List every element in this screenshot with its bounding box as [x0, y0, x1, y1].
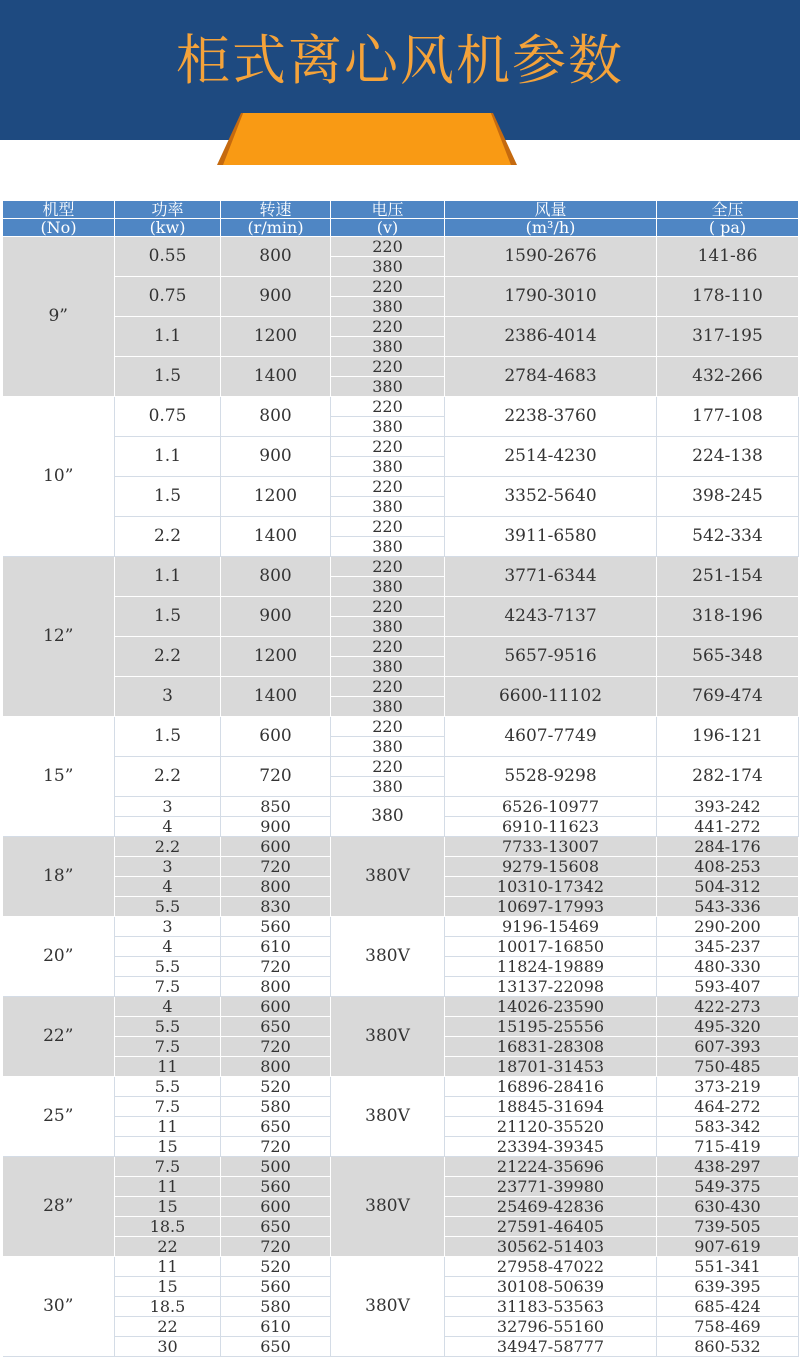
pressure-cell: 317-195: [657, 317, 799, 357]
pressure-cell: 739-505: [657, 1217, 799, 1237]
power-cell: 1.1: [115, 557, 221, 597]
speed-cell: 900: [221, 597, 331, 637]
speed-cell: 1200: [221, 317, 331, 357]
power-cell: 0.75: [115, 277, 221, 317]
header-model: 机型: [3, 201, 115, 219]
speed-cell: 600: [221, 717, 331, 757]
pressure-cell: 593-407: [657, 977, 799, 997]
header-pressure: 全压: [657, 201, 799, 219]
pressure-cell: 715-419: [657, 1137, 799, 1157]
power-cell: 0.75: [115, 397, 221, 437]
airflow-cell: 7733-13007: [445, 837, 657, 857]
voltage-cell: 220: [331, 637, 445, 657]
model-cell: 20”: [3, 917, 115, 997]
airflow-cell: 18701-31453: [445, 1057, 657, 1077]
table-row: [3, 677, 799, 697]
airflow-cell: 21224-35696: [445, 1157, 657, 1177]
speed-cell: 1400: [221, 357, 331, 397]
pressure-cell: 685-424: [657, 1297, 799, 1317]
airflow-cell: 27591-46405: [445, 1217, 657, 1237]
pressure-cell: 504-312: [657, 877, 799, 897]
speed-cell: 560: [221, 917, 331, 937]
power-cell: 7.5: [115, 1157, 221, 1177]
pressure-cell: 551-341: [657, 1257, 799, 1277]
airflow-cell: 4243-7137: [445, 597, 657, 637]
airflow-cell: 23394-39345: [445, 1137, 657, 1157]
power-cell: 3: [115, 677, 221, 717]
table-row: [3, 517, 799, 537]
speed-cell: 600: [221, 1197, 331, 1217]
model-cell: 9”: [3, 237, 115, 397]
power-cell: 7.5: [115, 977, 221, 997]
airflow-cell: 27958-47022: [445, 1257, 657, 1277]
voltage-cell: 380: [331, 297, 445, 317]
speed-cell: 600: [221, 837, 331, 857]
voltage-cell: 380: [331, 457, 445, 477]
airflow-cell: 32796-55160: [445, 1317, 657, 1337]
voltage-cell: 380V: [331, 837, 445, 917]
pressure-cell: 290-200: [657, 917, 799, 937]
pressure-cell: 542-334: [657, 517, 799, 557]
speed-cell: 650: [221, 1117, 331, 1137]
speed-cell: 560: [221, 1277, 331, 1297]
airflow-cell: 6526-10977: [445, 797, 657, 817]
voltage-cell: 380: [331, 417, 445, 437]
speed-cell: 720: [221, 1237, 331, 1257]
power-cell: 15: [115, 1277, 221, 1297]
airflow-cell: 10697-17993: [445, 897, 657, 917]
pressure-cell: 422-273: [657, 997, 799, 1017]
model-cell: 18”: [3, 837, 115, 917]
table-row: [3, 837, 799, 857]
speed-cell: 1400: [221, 677, 331, 717]
table-row: [3, 437, 799, 457]
speed-cell: 600: [221, 997, 331, 1017]
page-title: 柜式离心风机参数: [176, 29, 624, 92]
pressure-cell: 284-176: [657, 837, 799, 857]
airflow-cell: 3352-5640: [445, 477, 657, 517]
speed-cell: 800: [221, 397, 331, 437]
airflow-cell: 3911-6580: [445, 517, 657, 557]
pressure-cell: 630-430: [657, 1197, 799, 1217]
speed-cell: 900: [221, 437, 331, 477]
airflow-cell: 30108-50639: [445, 1277, 657, 1297]
power-cell: 30: [115, 1337, 221, 1357]
banner-tab: [223, 113, 511, 165]
table-row: [3, 917, 799, 937]
model-cell: 10”: [3, 397, 115, 557]
power-cell: 15: [115, 1197, 221, 1217]
power-cell: 1.1: [115, 317, 221, 357]
pressure-cell: 408-253: [657, 857, 799, 877]
header-speed-unit: (r/min): [221, 219, 331, 237]
table-row: [3, 237, 799, 257]
airflow-cell: 5657-9516: [445, 637, 657, 677]
speed-cell: 610: [221, 937, 331, 957]
speed-cell: 1200: [221, 477, 331, 517]
voltage-cell: 220: [331, 517, 445, 537]
header-unit-row: [3, 219, 799, 237]
header-speed: 转速: [221, 201, 331, 219]
model-cell: 15”: [3, 717, 115, 837]
voltage-cell: 220: [331, 757, 445, 777]
power-cell: 5.5: [115, 1017, 221, 1037]
power-cell: 1.5: [115, 477, 221, 517]
table-row: [3, 277, 799, 297]
header-power: 功率: [115, 201, 221, 219]
speed-cell: 720: [221, 1037, 331, 1057]
table-row: [3, 1077, 799, 1097]
voltage-cell: 380: [331, 617, 445, 637]
table-body: [3, 237, 799, 1357]
voltage-cell: 380: [331, 777, 445, 797]
power-cell: 1.5: [115, 717, 221, 757]
voltage-cell: 380: [331, 737, 445, 757]
pressure-cell: 345-237: [657, 937, 799, 957]
airflow-cell: 14026-23590: [445, 997, 657, 1017]
pressure-cell: 750-485: [657, 1057, 799, 1077]
voltage-cell: 220: [331, 397, 445, 417]
table-row: [3, 757, 799, 777]
model-cell: 12”: [3, 557, 115, 717]
airflow-cell: 4607-7749: [445, 717, 657, 757]
header-voltage: 电压: [331, 201, 445, 219]
voltage-cell: 380V: [331, 1157, 445, 1257]
voltage-cell: 220: [331, 677, 445, 697]
model-cell: 25”: [3, 1077, 115, 1157]
pressure-cell: 441-272: [657, 817, 799, 837]
power-cell: 2.2: [115, 837, 221, 857]
pressure-cell: 282-174: [657, 757, 799, 797]
power-cell: 11: [115, 1057, 221, 1077]
voltage-cell: 380: [331, 337, 445, 357]
table-row: [3, 637, 799, 657]
pressure-cell: 464-272: [657, 1097, 799, 1117]
fan-parameter-table: [2, 200, 799, 1357]
speed-cell: 580: [221, 1097, 331, 1117]
airflow-cell: 11824-19889: [445, 957, 657, 977]
airflow-cell: 31183-53563: [445, 1297, 657, 1317]
airflow-cell: 10017-16850: [445, 937, 657, 957]
voltage-cell: 380: [331, 797, 445, 837]
airflow-cell: 34947-58777: [445, 1337, 657, 1357]
power-cell: 3: [115, 797, 221, 817]
airflow-cell: 3771-6344: [445, 557, 657, 597]
power-cell: 7.5: [115, 1037, 221, 1057]
pressure-cell: 318-196: [657, 597, 799, 637]
pressure-cell: 398-245: [657, 477, 799, 517]
voltage-cell: 220: [331, 477, 445, 497]
header-power-unit: (kw): [115, 219, 221, 237]
table-row: [3, 797, 799, 817]
airflow-cell: 16831-28308: [445, 1037, 657, 1057]
power-cell: 2.2: [115, 637, 221, 677]
speed-cell: 580: [221, 1297, 331, 1317]
speed-cell: 720: [221, 757, 331, 797]
power-cell: 0.55: [115, 237, 221, 277]
speed-cell: 800: [221, 557, 331, 597]
airflow-cell: 2238-3760: [445, 397, 657, 437]
pressure-cell: 543-336: [657, 897, 799, 917]
model-cell: 28”: [3, 1157, 115, 1257]
voltage-cell: 220: [331, 277, 445, 297]
voltage-cell: 380: [331, 377, 445, 397]
speed-cell: 1200: [221, 637, 331, 677]
model-cell: 30”: [3, 1257, 115, 1357]
power-cell: 11: [115, 1257, 221, 1277]
voltage-cell: 380V: [331, 1257, 445, 1357]
airflow-cell: 1590-2676: [445, 237, 657, 277]
table-row: [3, 1157, 799, 1177]
power-cell: 4: [115, 997, 221, 1017]
airflow-cell: 15195-25556: [445, 1017, 657, 1037]
header-name-row: [3, 201, 799, 219]
speed-cell: 610: [221, 1317, 331, 1337]
speed-cell: 520: [221, 1077, 331, 1097]
airflow-cell: 16896-28416: [445, 1077, 657, 1097]
voltage-cell: 380: [331, 697, 445, 717]
voltage-cell: 380: [331, 537, 445, 557]
table-row: [3, 597, 799, 617]
power-cell: 18.5: [115, 1297, 221, 1317]
power-cell: 5.5: [115, 957, 221, 977]
speed-cell: 650: [221, 1337, 331, 1357]
voltage-cell: 380V: [331, 917, 445, 997]
airflow-cell: 23771-39980: [445, 1177, 657, 1197]
pressure-cell: 438-297: [657, 1157, 799, 1177]
pressure-cell: 769-474: [657, 677, 799, 717]
pressure-cell: 432-266: [657, 357, 799, 397]
voltage-cell: 220: [331, 557, 445, 577]
speed-cell: 850: [221, 797, 331, 817]
power-cell: 4: [115, 937, 221, 957]
table-row: [3, 997, 799, 1017]
speed-cell: 720: [221, 957, 331, 977]
power-cell: 15: [115, 1137, 221, 1157]
speed-cell: 800: [221, 1057, 331, 1077]
table-row: [3, 557, 799, 577]
speed-cell: 520: [221, 1257, 331, 1277]
table-row: [3, 357, 799, 377]
pressure-cell: 373-219: [657, 1077, 799, 1097]
pressure-cell: 251-154: [657, 557, 799, 597]
voltage-cell: 220: [331, 357, 445, 377]
pressure-cell: 639-395: [657, 1277, 799, 1297]
speed-cell: 1400: [221, 517, 331, 557]
power-cell: 5.5: [115, 1077, 221, 1097]
voltage-cell: 380: [331, 577, 445, 597]
pressure-cell: 907-619: [657, 1237, 799, 1257]
speed-cell: 560: [221, 1177, 331, 1197]
pressure-cell: 141-86: [657, 237, 799, 277]
airflow-cell: 6600-11102: [445, 677, 657, 717]
speed-cell: 900: [221, 277, 331, 317]
power-cell: 11: [115, 1117, 221, 1137]
speed-cell: 500: [221, 1157, 331, 1177]
header-airflow: 风量: [445, 201, 657, 219]
table-row: [3, 477, 799, 497]
airflow-cell: 25469-42836: [445, 1197, 657, 1217]
pressure-cell: 177-108: [657, 397, 799, 437]
airflow-cell: 5528-9298: [445, 757, 657, 797]
power-cell: 1.5: [115, 357, 221, 397]
voltage-cell: 220: [331, 717, 445, 737]
power-cell: 11: [115, 1177, 221, 1197]
pressure-cell: 758-469: [657, 1317, 799, 1337]
airflow-cell: 30562-51403: [445, 1237, 657, 1257]
pressure-cell: 495-320: [657, 1017, 799, 1037]
speed-cell: 720: [221, 857, 331, 877]
power-cell: 5.5: [115, 897, 221, 917]
pressure-cell: 393-242: [657, 797, 799, 817]
header-model-unit: (No): [3, 219, 115, 237]
table-row: [3, 717, 799, 737]
power-cell: 2.2: [115, 757, 221, 797]
voltage-cell: 380: [331, 497, 445, 517]
table-header: [3, 201, 799, 237]
voltage-cell: 380: [331, 657, 445, 677]
speed-cell: 900: [221, 817, 331, 837]
power-cell: 18.5: [115, 1217, 221, 1237]
power-cell: 1.5: [115, 597, 221, 637]
power-cell: 4: [115, 817, 221, 837]
airflow-cell: 9196-15469: [445, 917, 657, 937]
pressure-cell: 565-348: [657, 637, 799, 677]
power-cell: 3: [115, 917, 221, 937]
speed-cell: 800: [221, 237, 331, 277]
table-row: [3, 397, 799, 417]
pressure-cell: 583-342: [657, 1117, 799, 1137]
power-cell: 22: [115, 1317, 221, 1337]
voltage-cell: 220: [331, 597, 445, 617]
voltage-cell: 380V: [331, 997, 445, 1077]
voltage-cell: 220: [331, 317, 445, 337]
speed-cell: 650: [221, 1017, 331, 1037]
power-cell: 4: [115, 877, 221, 897]
airflow-cell: 2386-4014: [445, 317, 657, 357]
airflow-cell: 2784-4683: [445, 357, 657, 397]
header-pressure-unit: ( pa): [657, 219, 799, 237]
header-airflow-unit: (m³/h): [445, 219, 657, 237]
speed-cell: 800: [221, 877, 331, 897]
table-row: [3, 1257, 799, 1277]
header-voltage-unit: (v): [331, 219, 445, 237]
airflow-cell: 10310-17342: [445, 877, 657, 897]
airflow-cell: 13137-22098: [445, 977, 657, 997]
pressure-cell: 178-110: [657, 277, 799, 317]
airflow-cell: 1790-3010: [445, 277, 657, 317]
speed-cell: 830: [221, 897, 331, 917]
speed-cell: 800: [221, 977, 331, 997]
pressure-cell: 549-375: [657, 1177, 799, 1197]
model-cell: 22”: [3, 997, 115, 1077]
airflow-cell: 21120-35520: [445, 1117, 657, 1137]
pressure-cell: 196-121: [657, 717, 799, 757]
power-cell: 3: [115, 857, 221, 877]
power-cell: 22: [115, 1237, 221, 1257]
airflow-cell: 2514-4230: [445, 437, 657, 477]
table-row: [3, 317, 799, 337]
speed-cell: 650: [221, 1217, 331, 1237]
pressure-cell: 224-138: [657, 437, 799, 477]
speed-cell: 720: [221, 1137, 331, 1157]
power-cell: 7.5: [115, 1097, 221, 1117]
pressure-cell: 480-330: [657, 957, 799, 977]
voltage-cell: 380: [331, 257, 445, 277]
voltage-cell: 380V: [331, 1077, 445, 1157]
airflow-cell: 6910-11623: [445, 817, 657, 837]
power-cell: 1.1: [115, 437, 221, 477]
power-cell: 2.2: [115, 517, 221, 557]
airflow-cell: 18845-31694: [445, 1097, 657, 1117]
voltage-cell: 220: [331, 237, 445, 257]
airflow-cell: 9279-15608: [445, 857, 657, 877]
voltage-cell: 220: [331, 437, 445, 457]
pressure-cell: 607-393: [657, 1037, 799, 1057]
pressure-cell: 860-532: [657, 1337, 799, 1357]
